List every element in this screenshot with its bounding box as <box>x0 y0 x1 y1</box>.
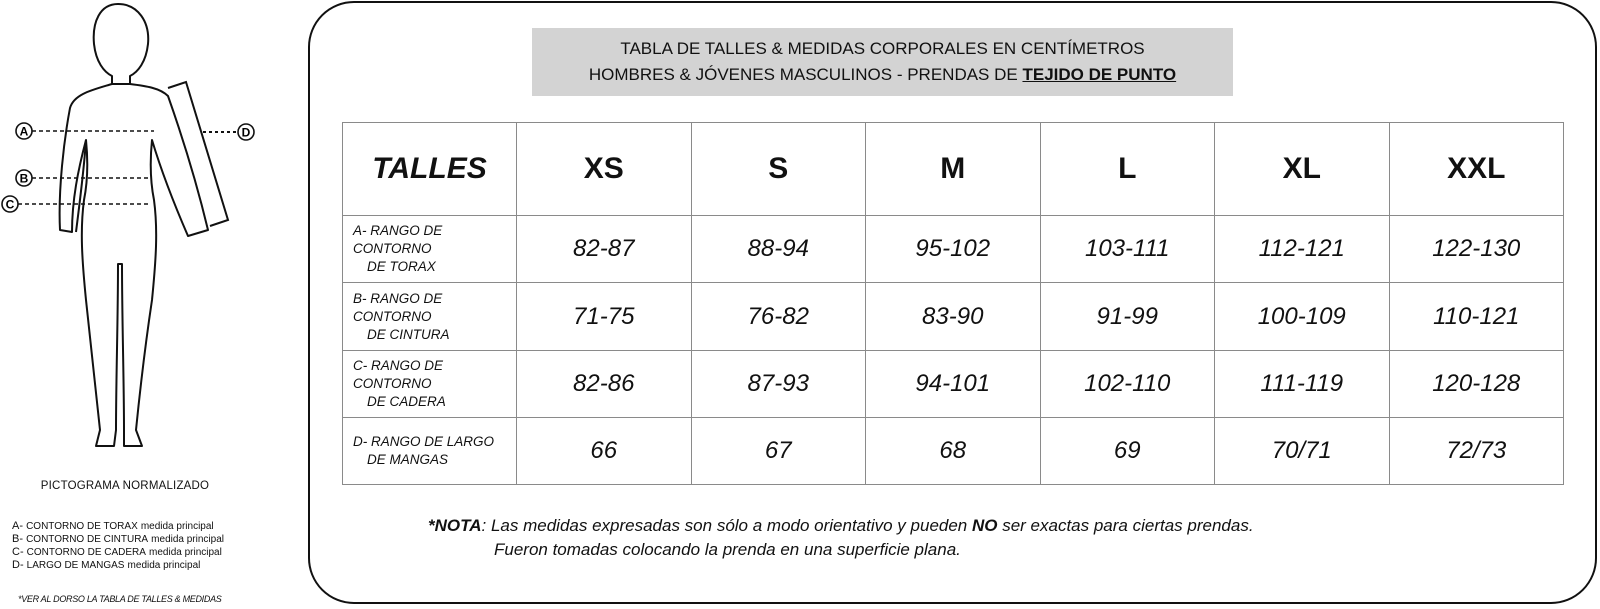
table-cell: 95-102 <box>866 216 1041 283</box>
size-header-xs: XS <box>517 123 692 216</box>
header-bold-fabric: TEJIDO DE PUNTO <box>1022 65 1177 84</box>
size-header-l: L <box>1040 123 1215 216</box>
row-label-mangas: D- RANGO DE LARGO DE MANGAS <box>343 417 517 484</box>
table-cell: 87-93 <box>691 350 866 417</box>
table-cell: 69 <box>1040 417 1215 484</box>
body-pictogram <box>0 0 260 470</box>
marker-d-label: D <box>241 125 251 140</box>
table-row <box>343 350 1564 417</box>
legend-item-d: D- LARGO DE MANGAS medida principal <box>12 559 201 571</box>
table-cell: 110-121 <box>1389 283 1564 350</box>
chart-header <box>532 28 1233 96</box>
table-cell: 83-90 <box>866 283 1041 350</box>
table-cell: 102-110 <box>1040 350 1215 417</box>
table-cell: 94-101 <box>866 350 1041 417</box>
table-header-row <box>343 123 1564 216</box>
pictogram-title: PICTOGRAMA NORMALIZADO <box>40 480 210 492</box>
table-cell: 68 <box>866 417 1041 484</box>
table-cell: 70/71 <box>1215 417 1390 484</box>
size-header-xl: XL <box>1215 123 1390 216</box>
pictogram-footnote: *VER AL DORSO LA TABLA DE TALLES & MEDIDAS <box>18 594 222 604</box>
head-outline <box>94 4 149 84</box>
table-cell: 100-109 <box>1215 283 1390 350</box>
table-cell: 66 <box>517 417 692 484</box>
disclaimer-note <box>428 514 1254 562</box>
table-cell: 76-82 <box>691 283 866 350</box>
table-cell: 71-75 <box>517 283 692 350</box>
table-cell: 103-111 <box>1040 216 1215 283</box>
table-row <box>343 216 1564 283</box>
measure-markers <box>2 123 254 212</box>
table-cell: 111-119 <box>1215 350 1390 417</box>
table-row <box>343 417 1564 484</box>
marker-b-label: B <box>19 171 29 186</box>
header-line-1: TABLA DE TALLES & MEDIDAS CORPORALES EN CENTÍMETROS <box>620 39 1145 58</box>
table-row <box>343 283 1564 350</box>
marker-c-label: C <box>5 197 15 212</box>
header-talles: TALLES <box>343 123 517 216</box>
table-cell: 82-87 <box>517 216 692 283</box>
table-cell: 72/73 <box>1389 417 1564 484</box>
table-cell: 88-94 <box>691 216 866 283</box>
row-label-cadera: C- RANGO DE CONTORNO DE CADERA <box>343 350 517 417</box>
table-cell: 67 <box>691 417 866 484</box>
row-label-torax: A- RANGO DE CONTORNO DE TORAX <box>343 216 517 283</box>
table-cell: 91-99 <box>1040 283 1215 350</box>
marker-a-label: A <box>19 124 29 139</box>
table-cell: 82-86 <box>517 350 692 417</box>
row-label-cintura: B- RANGO DE CONTORNO DE CINTURA <box>343 283 517 350</box>
size-table <box>342 122 1564 485</box>
measure-legend <box>12 520 224 572</box>
note-line-1: *NOTA: Las medidas expresadas son sólo a modo orientativo y pueden NO ser exactas para ciertas prendas. <box>428 516 1254 535</box>
table-cell: 112-121 <box>1215 216 1390 283</box>
body-outline <box>60 84 208 446</box>
header-line-2: HOMBRES & JÓVENES MASCULINOS - PRENDAS DE TEJIDO DE PUNTO <box>588 65 1177 84</box>
legend-item-b: B- CONTORNO DE CINTURA medida principal <box>12 533 224 545</box>
table-cell: 122-130 <box>1389 216 1564 283</box>
size-header-xxl: XXL <box>1389 123 1564 216</box>
size-header-s: S <box>691 123 866 216</box>
legend-item-c: C- CONTORNO DE CADERA medida principal <box>12 546 222 558</box>
note-line-2: Fueron tomadas colocando la prenda en una superficie plana. <box>494 540 961 559</box>
size-header-m: M <box>866 123 1041 216</box>
table-cell: 120-128 <box>1389 350 1564 417</box>
legend-item-a: A- CONTORNO DE TORAX medida principal <box>12 520 214 532</box>
